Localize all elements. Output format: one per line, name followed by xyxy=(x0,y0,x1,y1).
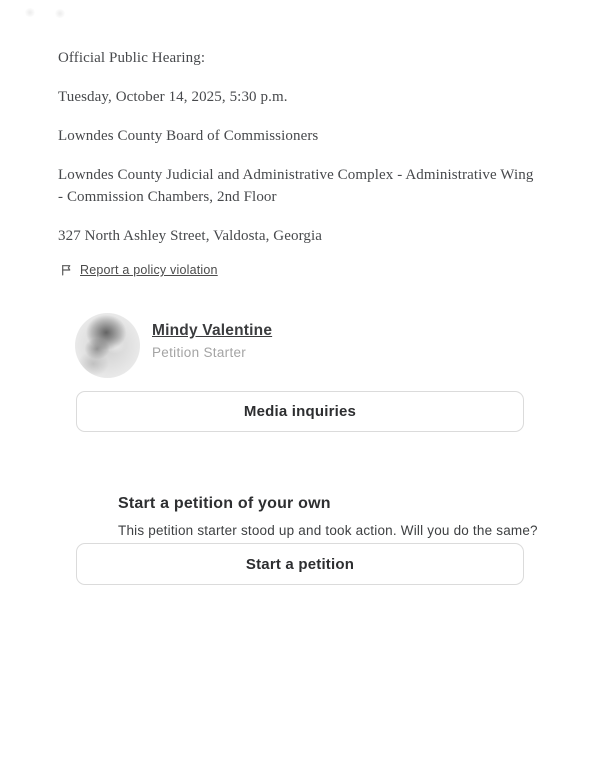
description-paragraph: 327 North Ashley Street, Valdosta, Georgia xyxy=(58,228,323,244)
media-inquiries-button[interactable]: Media inquiries xyxy=(76,391,524,432)
petition-starter-card xyxy=(75,313,600,378)
description-paragraph: Lowndes County Board of Commissioners xyxy=(58,128,319,144)
start-petition-section xyxy=(0,495,600,585)
description-paragraph: Official Public Hearing: xyxy=(58,50,206,66)
petition-description xyxy=(0,0,600,247)
description-paragraph: Tuesday, October 14, 2025, 5:30 p.m. xyxy=(58,89,288,105)
petition-starter-role: Petition Starter xyxy=(152,345,247,360)
scan-artifact xyxy=(24,8,36,17)
start-petition-subtext: This petition starter stood up and took action. Will you do the same? xyxy=(118,523,538,538)
report-policy-violation-label: Report a policy violation xyxy=(80,263,218,277)
start-petition-heading: Start a petition of your own xyxy=(118,495,331,512)
petition-starter-info xyxy=(152,313,272,360)
scan-artifact xyxy=(54,9,66,18)
report-policy-violation-link[interactable] xyxy=(60,263,218,277)
petition-starter-name-link[interactable]: Mindy Valentine xyxy=(152,322,273,339)
petition-starter-avatar[interactable] xyxy=(75,313,140,378)
start-petition-button[interactable]: Start a petition xyxy=(76,543,524,585)
flag-icon xyxy=(60,263,73,277)
description-paragraph: Lowndes County Judicial and Administrative Complex - Administrative Wing - Commission Chambers, 2nd Floor xyxy=(58,167,534,205)
